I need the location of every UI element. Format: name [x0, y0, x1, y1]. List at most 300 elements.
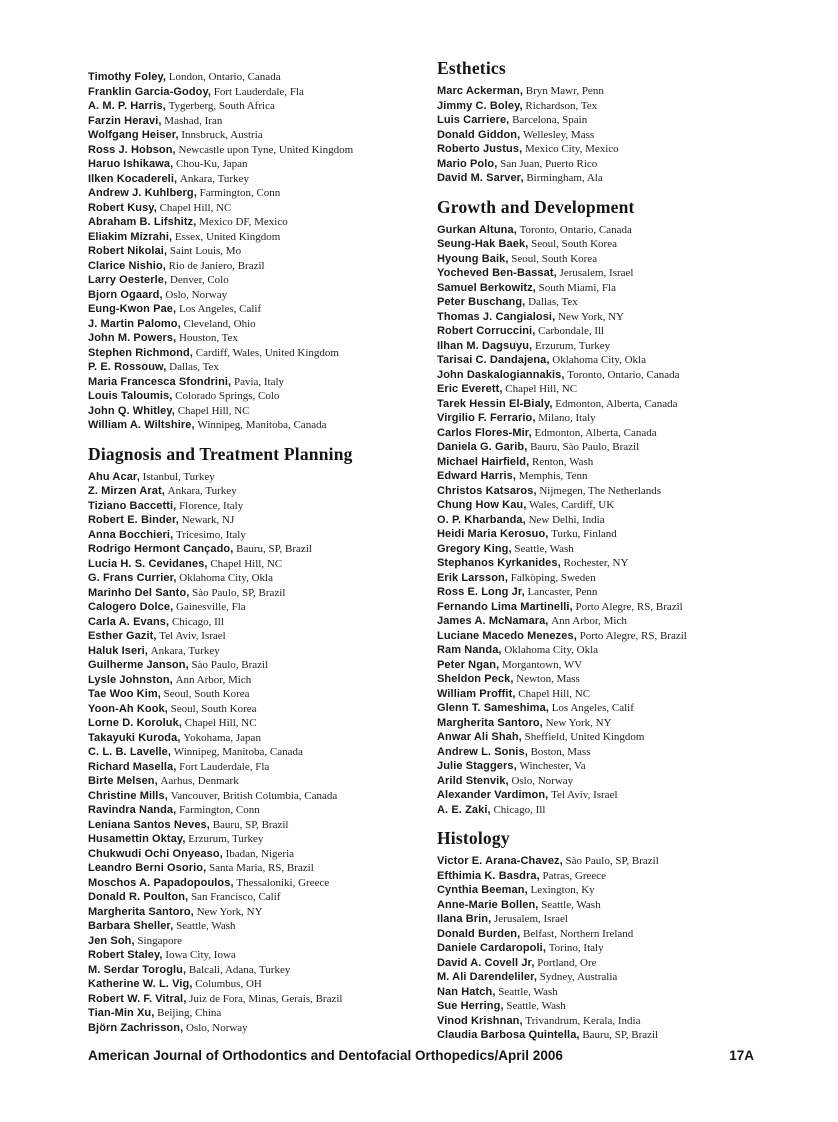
reviewer-location: New York, NY	[558, 310, 625, 323]
reviewer-entry	[88, 977, 436, 992]
reviewer-entry	[437, 142, 785, 157]
reviewer-entry	[88, 70, 436, 85]
reviewer-entry	[437, 658, 785, 673]
reviewer-location: Farmington, Conn	[199, 187, 281, 199]
reviewer-name: Tarek Hessin El-Bialy ,	[437, 398, 553, 410]
reviewer-entry	[437, 745, 785, 760]
reviewer-name: Edward Harris ,	[437, 470, 516, 482]
reviewer-entry	[88, 600, 436, 615]
reviewer-entry	[88, 992, 436, 1007]
reviewer-entry	[88, 157, 436, 172]
reviewer-name: Marinho Del Santo ,	[88, 587, 189, 599]
reviewer-location: Rochester, NY	[563, 557, 629, 569]
reviewer-location: Balcali, Adana, Turkey	[188, 963, 291, 976]
reviewer-location: Oslo, Norway	[185, 1021, 248, 1034]
reviewer-entry	[437, 411, 785, 426]
reviewer-location: Istanbul, Turkey	[142, 470, 215, 483]
reviewer-entry	[437, 730, 785, 745]
reviewer-name: John M. Powers ,	[88, 332, 176, 344]
reviewer-location: Lexington, Ky	[530, 884, 595, 896]
reviewer-entry	[437, 484, 785, 499]
reviewer-name: Michael Hairfield ,	[437, 456, 529, 468]
reviewer-name: Björn Zachrisson ,	[88, 1022, 183, 1034]
reviewer-name: Lucia H. S. Cevidanes ,	[88, 558, 208, 570]
reviewer-entry	[88, 331, 436, 346]
reviewer-name: Haruo Ishikawa ,	[88, 158, 173, 170]
reviewer-entry	[437, 854, 785, 869]
reviewer-entry	[88, 586, 436, 601]
reviewer-location: Oklahoma City, Okla	[552, 354, 646, 366]
reviewer-name: Donald Burden ,	[437, 928, 520, 940]
reviewer-location: Lancaster, Penn	[527, 586, 598, 598]
reviewer-location: Oklahoma City, Okla	[179, 572, 273, 584]
reviewer-location: Cardiff, Wales, United Kingdom	[195, 346, 339, 359]
reviewer-location: Los Angeles, Calif	[551, 702, 634, 714]
reviewer-location: Ann Arbor, Mich	[551, 615, 627, 627]
section-heading: Diagnosis and Treatment Planning	[88, 443, 353, 464]
reviewer-entry	[437, 1028, 785, 1043]
reviewer-location: Chapel Hill, NC	[184, 717, 257, 729]
reviewer-entry	[88, 404, 436, 419]
reviewer-name: Robert Corruccini ,	[437, 325, 535, 337]
reviewer-name: Margherita Santoro ,	[88, 906, 194, 918]
reviewer-name: Yoon-Ah Kook ,	[88, 703, 168, 715]
reviewer-location: Chapel Hill, NC	[210, 557, 283, 570]
reviewer-name: O. P. Kharbanda ,	[437, 514, 526, 526]
reviewer-name: Peter Buschang ,	[437, 296, 525, 308]
reviewer-location: Farmington, Conn	[179, 804, 260, 816]
reviewer-location: Dallas, Tex	[169, 361, 219, 373]
reviewer-name: Moschos A. Papadopoulos ,	[88, 877, 234, 889]
reviewer-name: Mario Polo ,	[437, 158, 497, 170]
reviewer-location: Bauru, SP, Brazil	[582, 1029, 659, 1041]
reviewer-location: Porto Alegre, RS, Brazil	[579, 629, 687, 642]
reviewer-name: Anne-Marie Bollen ,	[437, 899, 538, 911]
reviewer-name: Donald Giddon ,	[437, 129, 520, 141]
reviewer-name: Robert Kusy ,	[88, 202, 157, 214]
reviewer-location: Cleveland, Ohio	[183, 317, 256, 330]
reviewer-location: Edmonton, Alberta, Canada	[534, 426, 657, 439]
reviewer-name: Katherine W. L. Vig ,	[88, 978, 192, 990]
reviewer-entry	[437, 883, 785, 898]
reviewer-entry	[437, 643, 785, 658]
reviewer-name: Vinod Krishnan ,	[437, 1015, 523, 1027]
reviewer-location: Chapel Hill, NC	[505, 383, 578, 395]
reviewer-name: Z. Mirzen Arat ,	[88, 485, 165, 497]
reviewer-entry	[88, 673, 436, 688]
reviewer-location: Innsbruck, Austria	[181, 129, 263, 141]
reviewer-location: New York, NY	[196, 905, 263, 918]
reviewer-location: San Juan, Puerto Rico	[500, 157, 598, 170]
reviewer-location: Ann Arbor, Mich	[175, 673, 252, 686]
reviewer-location: Winnipeg, Manitoba, Canada	[173, 746, 303, 758]
reviewer-location: Erzurum, Turkey	[534, 339, 611, 352]
reviewer-name: Bjorn Ogaard ,	[88, 289, 163, 301]
reviewer-entry	[88, 774, 436, 789]
reviewer-entry	[88, 244, 436, 259]
reviewer-location: Ankara, Turkey	[179, 172, 249, 185]
reviewer-location: Fort Lauderdale, Fla	[213, 85, 304, 98]
reviewer-name: Tian-Min Xu ,	[88, 1007, 154, 1019]
reviewer-location: Chicago, Ill	[171, 615, 224, 628]
reviewer-name: Ravindra Nanda ,	[88, 804, 176, 816]
reviewer-entry	[88, 687, 436, 702]
reviewer-location: Thessaloniki, Greece	[236, 876, 330, 889]
reviewer-name: J. Martin Palomo ,	[88, 318, 181, 330]
reviewer-location: Tygerberg, South Africa	[168, 100, 275, 112]
reviewer-name: Luciane Macedo Menezes ,	[437, 630, 577, 642]
reviewer-location: Santa Maria, RS, Brazil	[208, 862, 314, 874]
reviewer-entry	[88, 905, 436, 920]
section-heading: Histology	[437, 828, 510, 848]
reviewer-location: Carbondale, Ill	[538, 325, 605, 337]
reviewer-location: Porto Alegre, RS, Brazil	[575, 600, 683, 613]
reviewer-location: Portland, Ore	[537, 956, 597, 969]
reviewer-location: Sào Paulo, Brazil	[191, 659, 269, 671]
reviewer-location: Newton, Mass	[516, 673, 580, 685]
reviewer-entry	[437, 571, 785, 586]
reviewer-name: Virgilio F. Ferrario ,	[437, 412, 535, 424]
reviewer-location: Renton, Wash	[532, 455, 594, 468]
reviewer-name: Robert Staley ,	[88, 949, 163, 961]
reviewer-location: Seoul, South Korea	[511, 252, 598, 265]
reviewer-entry	[437, 869, 785, 884]
reviewer-entry	[437, 701, 785, 716]
reviewer-entry	[88, 847, 436, 862]
reviewer-entry	[437, 970, 785, 985]
reviewer-name: Yocheved Ben-Bassat ,	[437, 267, 557, 279]
reviewer-entry	[88, 484, 436, 499]
reviewer-name: Chung How Kau ,	[437, 499, 526, 511]
reviewer-location: Toronto, Ontario, Canada	[567, 368, 680, 381]
reviewer-location: Oslo, Norway	[511, 774, 574, 787]
reviewer-location: Erzurum, Turkey	[188, 833, 264, 845]
reviewer-name: Lysle Johnston ,	[88, 674, 173, 686]
reviewer-entry	[88, 470, 436, 485]
right-column	[437, 58, 785, 1043]
reviewer-entry	[437, 941, 785, 956]
reviewer-name: Donald R. Poulton ,	[88, 891, 188, 903]
reviewer-name: M. Ali Darendeliler ,	[437, 971, 537, 983]
reviewer-location: Seattle, Wash	[541, 898, 601, 911]
reviewer-location: Milano, Italy	[538, 412, 596, 424]
reviewer-entry	[437, 1014, 785, 1029]
reviewer-name: Ilken Kocadereli ,	[88, 173, 177, 185]
reviewer-location: Vancouver, British Columbia, Canada	[170, 789, 338, 802]
reviewer-entry	[437, 157, 785, 172]
reviewer-location: Memphis, Tenn	[518, 470, 588, 482]
reviewer-entry	[88, 1006, 436, 1021]
reviewer-location: South Miami, Fla	[538, 281, 616, 294]
reviewer-name: Maria Francesca Sfondrini ,	[88, 376, 231, 388]
reviewer-name: Ilhan M. Dagsuyu ,	[437, 340, 532, 352]
reviewer-location: Oslo, Norway	[165, 288, 228, 301]
reviewer-entry	[88, 302, 436, 317]
reviewer-name: Robert E. Binder ,	[88, 514, 179, 526]
reviewer-entry	[88, 890, 436, 905]
reviewer-location: Columbus, OH	[195, 978, 262, 990]
section-heading: Growth and Development	[437, 196, 635, 217]
reviewer-name: A. M. P. Harris ,	[88, 100, 166, 112]
reviewer-name: Erik Larsson ,	[437, 572, 508, 584]
reviewer-entry	[437, 956, 785, 971]
reviewer-entry	[437, 397, 785, 412]
reviewer-entry	[88, 230, 436, 245]
reviewer-location: Sheffield, United Kingdom	[524, 731, 645, 743]
reviewer-name: Nan Hatch ,	[437, 986, 495, 998]
reviewer-entry	[437, 84, 785, 99]
reviewer-entry	[437, 324, 785, 339]
reviewer-name: Fernando Lima Martinelli ,	[437, 601, 573, 613]
reviewer-name: Heidi Maria Kerosuo ,	[437, 528, 548, 540]
page-footer	[88, 1048, 754, 1064]
reviewer-entry	[437, 614, 785, 629]
reviewer-location: Sào Paulo, SP, Brazil	[565, 855, 659, 867]
reviewer-entry	[437, 803, 785, 818]
reviewer-entry	[88, 128, 436, 143]
reviewer-location: Ankara, Turkey	[167, 485, 237, 497]
reviewer-entry	[437, 223, 785, 238]
reviewer-name: Leandro Berni Osorio ,	[88, 862, 206, 874]
reviewer-name: Jen Soh ,	[88, 935, 135, 947]
reviewer-location: Nijmegen, The Netherlands	[539, 484, 662, 497]
reviewer-entry	[88, 745, 436, 760]
reviewer-entry	[437, 128, 785, 143]
reviewer-location: Fort Lauderdale, Fla	[179, 760, 270, 773]
reviewer-entry	[88, 702, 436, 717]
reviewer-location: Chicago, Ill	[493, 803, 546, 816]
left-column	[88, 70, 436, 1035]
reviewer-location: Seattle, Wash	[176, 920, 236, 932]
reviewer-location: Winnipeg, Manitoba, Canada	[197, 419, 327, 431]
reviewer-entry	[437, 310, 785, 325]
reviewer-name: Ross E. Long Jr ,	[437, 586, 525, 598]
reviewer-entry	[437, 295, 785, 310]
reviewer-entry	[437, 716, 785, 731]
reviewer-location: Iowa City, Iowa	[165, 949, 236, 961]
reviewer-location: Birmingham, Ala	[526, 172, 603, 184]
reviewer-entry	[437, 985, 785, 1000]
reviewer-entry	[437, 912, 785, 927]
reviewer-location: Belfast, Northern Ireland	[523, 927, 634, 940]
reviewer-section	[437, 828, 785, 1043]
reviewer-location: Yokohama, Japan	[183, 731, 261, 744]
reviewer-location: San Francisco, Calif	[190, 891, 281, 903]
reviewer-location: Saint Louis, Mo	[169, 245, 242, 257]
reviewer-entry	[437, 113, 785, 128]
reviewer-location: New Delhi, India	[528, 513, 605, 526]
reviewer-name: Louis Taloumis ,	[88, 390, 172, 402]
reviewer-name: Daniele Cardaropoli ,	[437, 942, 546, 954]
reviewer-name: Victor E. Arana-Chavez ,	[437, 855, 563, 867]
reviewer-name: Peter Ngan ,	[437, 659, 499, 671]
reviewer-location: Tel Aviv, Israel	[551, 789, 618, 801]
reviewer-location: Turku, Finland	[551, 528, 617, 540]
reviewer-entry	[437, 527, 785, 542]
reviewer-entry	[88, 1021, 436, 1036]
reviewer-name: Roberto Justus ,	[437, 143, 522, 155]
reviewer-location: Chapel Hill, NC	[159, 201, 232, 214]
reviewer-location: Patras, Greece	[542, 869, 607, 882]
reviewer-name: Larry Oesterle ,	[88, 274, 167, 286]
reviewer-name: Timothy Foley ,	[88, 71, 166, 83]
reviewer-location: Mashad, Iran	[164, 114, 223, 127]
reviewer-entry	[88, 731, 436, 746]
reviewer-location: Tel Aviv, Israel	[159, 630, 226, 642]
reviewer-entry	[88, 934, 436, 949]
reviewer-name: P. E. Rossouw ,	[88, 361, 166, 373]
reviewer-location: Seoul, South Korea	[531, 238, 617, 250]
reviewer-location: Chapel Hill, NC	[518, 687, 591, 700]
reviewer-entry	[437, 368, 785, 383]
reviewer-location: Ankara, Turkey	[150, 644, 220, 657]
reviewer-name: Chukwudi Ochi Onyeaso ,	[88, 848, 223, 860]
reviewer-entry	[88, 615, 436, 630]
reviewer-location: Colorado Springs, Colo	[175, 390, 280, 402]
reviewer-name: Sheldon Peck ,	[437, 673, 514, 685]
reviewer-entry	[88, 528, 436, 543]
reviewer-name: William A. Wiltshire ,	[88, 419, 195, 431]
reviewer-location: Toronto, Ontario, Canada	[519, 223, 632, 236]
reviewer-name: Eung-Kwon Pae ,	[88, 303, 176, 315]
reviewer-entry	[437, 600, 785, 615]
reviewer-entry	[88, 99, 436, 114]
reviewer-entry	[88, 389, 436, 404]
reviewer-entry	[437, 171, 785, 186]
reviewer-entry	[88, 644, 436, 659]
reviewer-entry	[437, 455, 785, 470]
reviewer-name: Tarisai C. Dandajena ,	[437, 354, 550, 366]
reviewer-location: Jerusalem, Israel	[494, 913, 568, 925]
reviewer-name: Barbara Sheller ,	[88, 920, 173, 932]
reviewer-entry	[88, 963, 436, 978]
reviewer-entry	[88, 114, 436, 129]
reviewer-name: Cynthia Beeman ,	[437, 884, 528, 896]
reviewer-name: Hyoung Baik ,	[437, 253, 509, 265]
reviewer-entry	[88, 832, 436, 847]
reviewer-entry	[88, 360, 436, 375]
reviewer-name: William Proffit ,	[437, 688, 516, 700]
reviewer-name: Ahu Acar ,	[88, 471, 140, 483]
reviewer-name: Ram Nanda ,	[437, 644, 502, 656]
reviewer-entry	[437, 687, 785, 702]
reviewer-location: Torino, Italy	[548, 942, 604, 954]
reviewer-name: Efthimia K. Basdra ,	[437, 870, 540, 882]
reviewer-name: Leniana Santos Neves ,	[88, 819, 210, 831]
reviewer-location: Sào Paulo, SP, Brazil	[192, 586, 286, 599]
reviewer-section	[88, 444, 436, 1036]
reviewer-entry	[437, 556, 785, 571]
reviewer-location: Beijing, China	[157, 1007, 222, 1019]
reviewer-name: Andrew J. Kuhlberg ,	[88, 187, 197, 199]
page-number: 17A	[729, 1048, 754, 1063]
reviewer-location: Bauru, SP, Brazil	[236, 543, 312, 555]
reviewer-name: Julie Staggers ,	[437, 760, 517, 772]
reviewer-entry	[437, 339, 785, 354]
reviewer-location: Mexico City, Mexico	[524, 143, 619, 155]
reviewer-name: Lorne D. Koroluk ,	[88, 717, 182, 729]
reviewer-name: Calogero Dolce ,	[88, 601, 173, 613]
reviewer-name: Anna Bocchieri ,	[88, 529, 173, 541]
reviewer-name: Tae Woo Kim ,	[88, 688, 161, 700]
reviewer-location: Rio de Janiero, Brazil	[168, 259, 265, 272]
reviewer-name: Guilherme Janson ,	[88, 659, 189, 671]
reviewer-location: Trivandrum, Kerala, India	[525, 1014, 641, 1027]
reviewer-location: Singapore	[137, 934, 183, 947]
reviewer-location: Mexico DF, Mexico	[199, 216, 288, 228]
reviewer-name: Tiziano Baccetti ,	[88, 500, 176, 512]
reviewer-entry	[437, 382, 785, 397]
reviewer-entry	[437, 672, 785, 687]
reviewer-name: Haluk Iseri ,	[88, 645, 148, 657]
reviewer-name: Luis Carriere ,	[437, 114, 509, 126]
reviewer-name: Thomas J. Cangialosi ,	[437, 311, 555, 323]
reviewer-name: Christos Katsaros ,	[437, 485, 537, 497]
reviewer-location: Bauru, Sào Paulo, Brazil	[530, 441, 640, 453]
reviewer-location: Jerusalem, Israel	[559, 267, 634, 279]
reviewer-entry	[88, 215, 436, 230]
reviewer-name: Ilana Brin ,	[437, 913, 491, 925]
reviewer-entry	[88, 876, 436, 891]
reviewer-location: Seattle, Wash	[498, 985, 558, 998]
reviewer-entry	[88, 375, 436, 390]
reviewer-location: Sydney, Australia	[539, 971, 618, 983]
reviewer-entry	[88, 760, 436, 775]
reviewer-location: Florence, Italy	[179, 499, 244, 512]
reviewer-entry	[88, 919, 436, 934]
reviewer-name: Samuel Berkowitz ,	[437, 282, 536, 294]
reviewer-name: Takayuki Kuroda ,	[88, 732, 180, 744]
reviewer-location: Oklahoma City, Okla	[504, 644, 599, 656]
reviewer-name: John Daskalogiannakis ,	[437, 369, 565, 381]
reviewer-location: Richardson, Tex	[525, 99, 598, 112]
reviewer-location: Wellesley, Mass	[523, 128, 595, 141]
reviewer-name: Jimmy C. Boley ,	[437, 100, 523, 112]
reviewer-location: Denver, Colo	[169, 274, 229, 286]
reviewer-name: Claudia Barbosa Quintella ,	[437, 1029, 580, 1041]
reviewer-entry	[88, 418, 436, 433]
reviewer-location: New York, NY	[545, 716, 612, 729]
reviewer-location: London, Ontario, Canada	[168, 71, 281, 83]
reviewer-name: Esther Gazit ,	[88, 630, 157, 642]
reviewer-name: Arild Stenvik ,	[437, 775, 509, 787]
reviewer-location: Newark, NJ	[181, 514, 235, 526]
reviewer-entry	[437, 542, 785, 557]
reviewer-entry	[88, 542, 436, 557]
reviewer-entry	[88, 557, 436, 572]
reviewer-location: Seattle, Wash	[514, 542, 574, 555]
reviewer-location: Falkòping, Sweden	[510, 571, 596, 584]
reviewer-entry	[437, 281, 785, 296]
reviewer-name: Glenn T. Sameshima ,	[437, 702, 549, 714]
reviewer-entry	[437, 353, 785, 368]
reviewer-entry	[437, 237, 785, 252]
reviewer-name: Christine Mills ,	[88, 790, 168, 802]
reviewer-name: Husamettin Oktay ,	[88, 833, 185, 845]
reviewer-entry	[437, 759, 785, 774]
reviewer-entry	[88, 259, 436, 274]
reviewer-name: Robert Nikolai ,	[88, 245, 167, 257]
reviewer-entry	[437, 513, 785, 528]
reviewer-entry	[437, 898, 785, 913]
reviewer-name: Franklin Garcia-Godoy ,	[88, 86, 211, 98]
reviewer-location: Barcelona, Spain	[512, 114, 588, 126]
reviewer-location: Chou-Ku, Japan	[176, 158, 248, 170]
reviewer-name: Seung-Hak Baek ,	[437, 238, 528, 250]
reviewer-name: Clarice Nishio ,	[88, 260, 166, 272]
reviewer-location: Los Angeles, Calif	[178, 303, 262, 315]
reviewer-name: Stephen Richmond ,	[88, 347, 193, 359]
